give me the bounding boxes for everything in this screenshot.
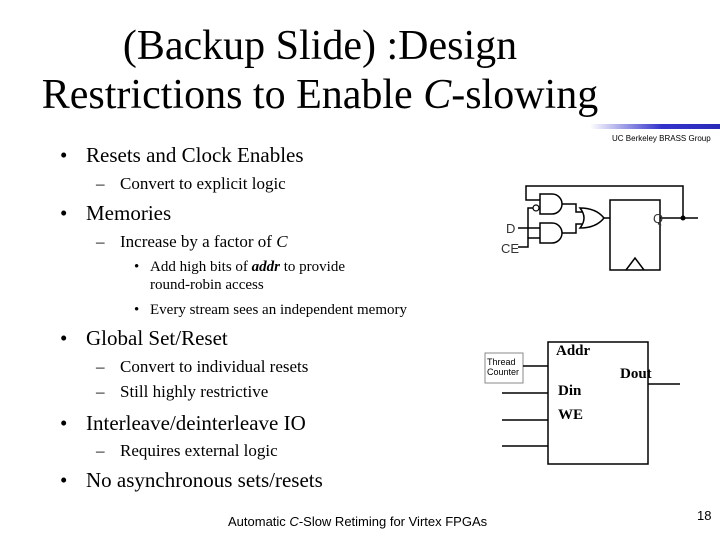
bullet-global-set-reset bbox=[60, 326, 228, 351]
sub-bullet-text: Convert to individual resets bbox=[120, 357, 309, 376]
title-rule bbox=[590, 124, 720, 129]
sub-bullet-individual-resets bbox=[96, 357, 308, 377]
or-gate bbox=[580, 208, 604, 228]
bullet-no-async bbox=[60, 468, 323, 493]
dash-glyph: – bbox=[96, 232, 105, 251]
and-gate-upper bbox=[540, 194, 562, 214]
title-line-2-end: -slowing bbox=[451, 72, 599, 118]
dash-glyph: – bbox=[96, 382, 105, 401]
sub-sub-bullet-continuation: round-robin access bbox=[150, 277, 264, 293]
sub-bullet-text: Increase by a factor of bbox=[120, 232, 277, 251]
din-label: Din bbox=[558, 383, 582, 399]
bullet-text: No asynchronous sets/resets bbox=[86, 468, 323, 492]
bullet-interleave bbox=[60, 411, 306, 436]
bullet-memories bbox=[60, 201, 171, 226]
we-label: WE bbox=[558, 407, 584, 423]
sub-sub-bullet-independent bbox=[134, 301, 407, 319]
bullet-text: Resets and Clock Enables bbox=[86, 143, 304, 167]
sub-bullet-text: Convert to explicit logic bbox=[120, 174, 286, 193]
sub-bullet-text: Still highly restrictive bbox=[120, 382, 269, 401]
bullet-glyph: • bbox=[60, 201, 68, 225]
sub-sub-bullet-text-start: Add high bits of bbox=[150, 259, 252, 275]
ce-label: CE bbox=[501, 241, 520, 256]
bullet-text: Memories bbox=[86, 201, 172, 225]
dash-glyph: – bbox=[96, 357, 105, 376]
group-label: UC Berkeley BRASS Group bbox=[612, 134, 711, 143]
sub-sub-bullet-text: Every stream sees an independent memory bbox=[150, 302, 407, 318]
sub-bullet-external-logic bbox=[96, 441, 278, 461]
thread-counter-label bbox=[487, 357, 519, 377]
title-line-2-italic: C bbox=[423, 72, 452, 118]
inverter-bubble bbox=[533, 205, 539, 211]
bullet-glyph: • bbox=[134, 259, 140, 275]
addr-label: Addr bbox=[556, 343, 591, 359]
ce-wire bbox=[518, 238, 540, 247]
bullet-glyph: • bbox=[60, 143, 68, 167]
bullet-text: Interleave/deinterleave IO bbox=[86, 411, 306, 435]
title-line-2 bbox=[40, 71, 600, 120]
sub-bullet-increase bbox=[96, 232, 288, 252]
sub-bullet-explicit-logic bbox=[96, 174, 286, 194]
slide-title bbox=[40, 22, 600, 120]
dash-glyph: – bbox=[96, 174, 105, 193]
ce-branch-wire bbox=[528, 208, 533, 238]
q-label: Q bbox=[653, 211, 664, 226]
footer-end: -Slow Retiming for Virtex FPGAs bbox=[298, 514, 488, 529]
sub-sub-bullet-high-bits bbox=[134, 258, 345, 276]
thread-counter-line-2: Counter bbox=[487, 367, 520, 377]
footer-start: Automatic bbox=[228, 514, 290, 529]
sub-bullet-restrictive bbox=[96, 382, 268, 402]
thread-counter-line-1: Thread bbox=[487, 357, 516, 367]
bullet-glyph: • bbox=[60, 326, 68, 350]
flip-flop-diagram bbox=[498, 178, 700, 280]
and-to-or-upper bbox=[562, 204, 582, 212]
bullet-glyph: • bbox=[60, 411, 68, 435]
and-gate-lower bbox=[540, 223, 562, 243]
d-label: D bbox=[506, 221, 516, 236]
bullet-glyph: • bbox=[60, 468, 68, 492]
sub-bullet-italic: C bbox=[276, 232, 288, 251]
footer-text bbox=[228, 514, 487, 529]
bullet-glyph: • bbox=[134, 302, 140, 318]
title-line-2-start: Restrictions to Enable bbox=[41, 72, 424, 118]
title-line-1: (Backup Slide) :Design bbox=[122, 23, 518, 69]
dout-label: Dout bbox=[620, 366, 652, 382]
dash-glyph: – bbox=[96, 441, 105, 460]
sub-bullet-text: Requires external logic bbox=[120, 441, 278, 460]
memory-block bbox=[548, 342, 648, 464]
slide-number: 18 bbox=[697, 508, 712, 523]
footer-italic: C bbox=[289, 514, 299, 529]
bullet-text: Global Set/Reset bbox=[86, 326, 228, 350]
sub-sub-bullet-text-end: to provide bbox=[280, 259, 346, 275]
sub-sub-bullet-addr: addr bbox=[251, 259, 281, 275]
bullet-resets bbox=[60, 143, 304, 168]
